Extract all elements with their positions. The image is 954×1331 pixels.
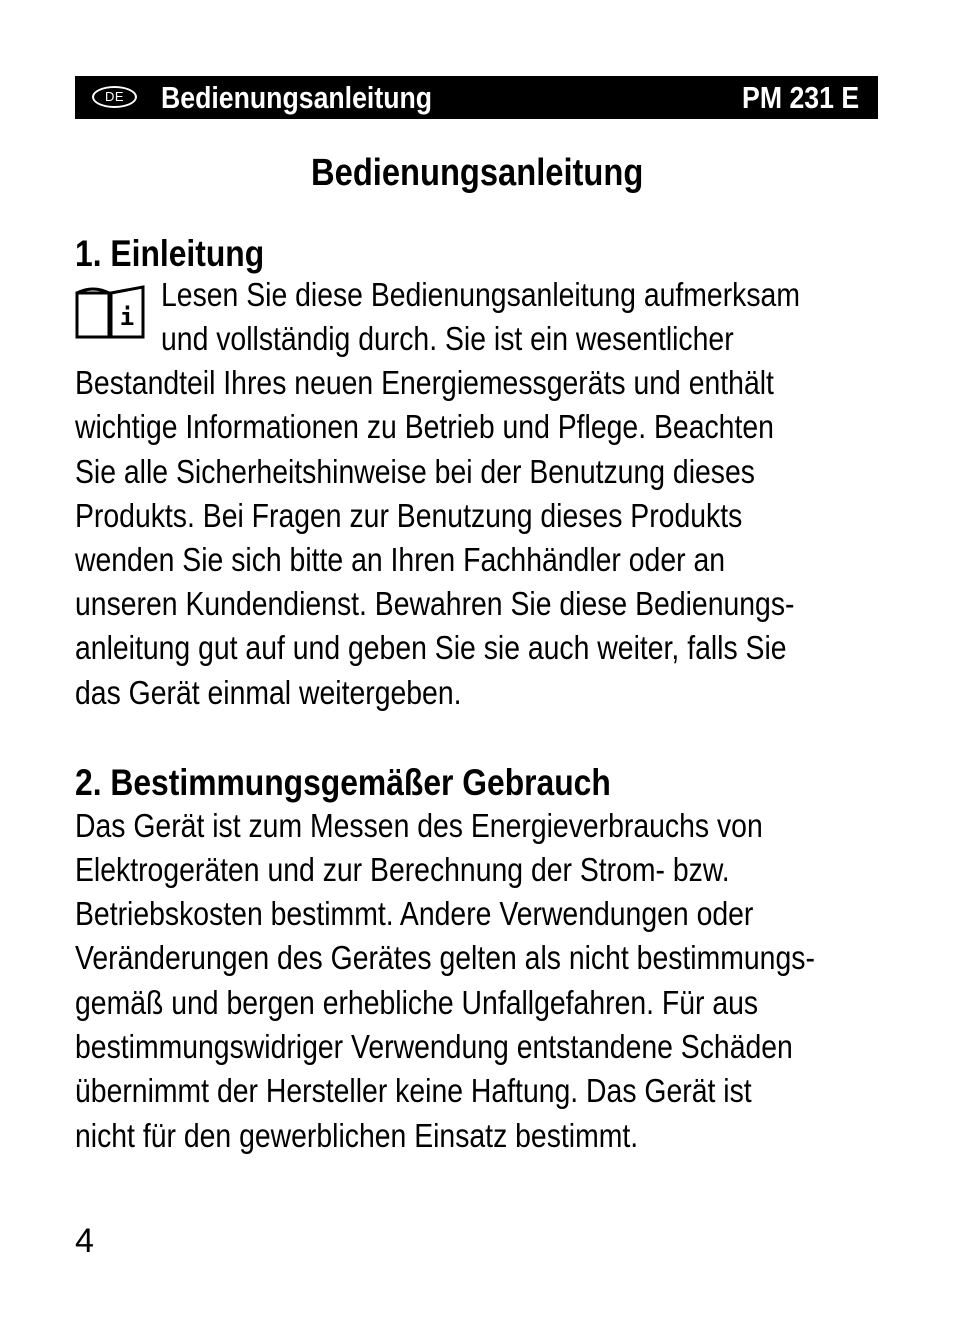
- manual-info-icon: [75, 283, 147, 341]
- section-1-line: unseren Kundendienst. Bewahren Sie diese Bedienungs-: [75, 585, 795, 622]
- section-1-line: Produkts. Bei Fragen zur Benutzung dieses Produkts: [75, 497, 743, 534]
- section-2-line: gemäß und bergen erhebliche Unfallgefahren. Für aus: [75, 984, 759, 1021]
- section-2-heading: 2. Bestimmungsgemäßer Gebrauch: [75, 762, 611, 803]
- section-2-line: Betriebskosten bestimmt. Andere Verwendungen oder: [75, 895, 754, 932]
- section-1-line: Bestandteil Ihres neuen Energiemessgeräts und enthält: [75, 364, 774, 401]
- section-2-line: bestimmungswidriger Verwendung entstandene Schäden: [75, 1028, 793, 1065]
- section-1-heading: 1. Einleitung: [75, 233, 265, 274]
- section-1-line: wichtige Informationen zu Betrieb und Pflege. Beachten: [75, 408, 774, 445]
- section-2-line: nicht für den gewerblichen Einsatz bestimmt.: [75, 1117, 639, 1154]
- section-1-line: anleitung gut auf und geben Sie sie auch weiter, falls Sie: [75, 629, 787, 666]
- section-1-line: und vollständig durch. Sie ist ein wesentlicher: [161, 320, 734, 357]
- section-1-line: Lesen Sie diese Bedienungsanleitung aufmerksam: [161, 276, 800, 313]
- section-1-line: das Gerät einmal weitergeben.: [75, 674, 462, 711]
- page-number: 4: [75, 1222, 94, 1260]
- section-2-line: Elektrogeräten und zur Berechnung der Strom- bzw.: [75, 851, 730, 888]
- svg-text:i: i: [119, 303, 135, 331]
- header-title: Bedienungsanleitung: [161, 80, 433, 115]
- header-bar: [75, 76, 878, 119]
- section-1-line: Sie alle Sicherheitshinweise bei der Benutzung dieses: [75, 453, 755, 490]
- language-badge: DE: [92, 86, 137, 108]
- section-2-line: Das Gerät ist zum Messen des Energieverbrauchs von: [75, 807, 763, 844]
- section-2-line: Veränderungen des Gerätes gelten als nicht bestimmungs-: [75, 939, 815, 976]
- page-title-text: Bedienungsanleitung: [310, 152, 644, 194]
- page-title: [0, 150, 954, 196]
- section-1-line: wenden Sie sich bitte an Ihren Fachhändler oder an: [75, 541, 726, 578]
- section-2-line: übernimmt der Hersteller keine Haftung. Das Gerät ist: [75, 1072, 752, 1109]
- header-model: PM 231 E: [741, 80, 859, 115]
